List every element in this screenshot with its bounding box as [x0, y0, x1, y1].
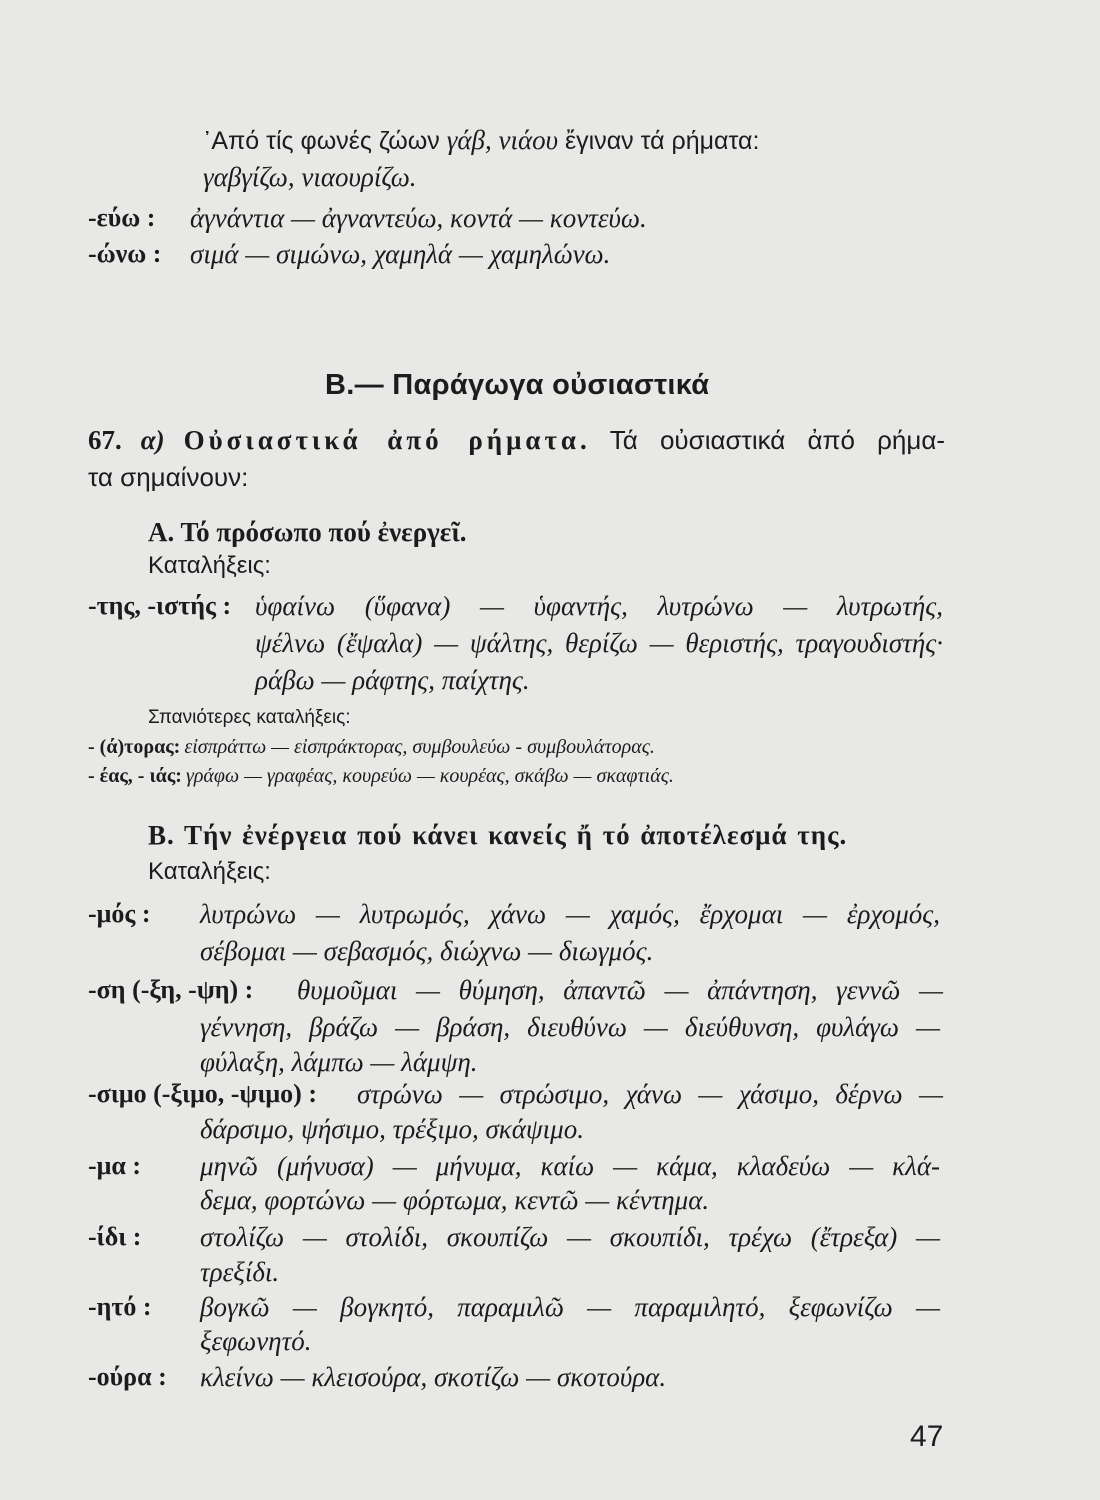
suffix-idi-line-1: στολίζω — στολίδι, σκουπίζω — σκουπίδι, τρέχω (ἔτρεξα) —	[200, 1222, 940, 1252]
suffix-label-tis: -της, -ιστής :	[88, 591, 232, 620]
intro-line-1	[203, 122, 759, 158]
section-heading: Β.— Παράγωγα οὐσιαστικά	[325, 369, 710, 401]
rare-entry-atoras	[88, 733, 655, 761]
suffix-label-si: -ση (-ξη, -ψη) :	[88, 975, 254, 1004]
paragraph-label: α)	[140, 425, 165, 455]
suffix-tis-line-3: ράβω — ράφτης, παίχτης.	[255, 665, 530, 695]
suffix-ito-line-2: ξεφωνητό.	[200, 1326, 312, 1356]
suffix-oura-line-1: κλείνω — κλεισούρα, σκοτίζω — σκοτούρα.	[200, 1362, 667, 1392]
paragraph-67-line-2: τα σημαίνουν:	[88, 462, 249, 492]
paragraph-text-start: Τά οὐσιαστικά ἀπό ρήμα-	[609, 425, 946, 455]
rare-suffix-atoras: - (ά)τορας:	[88, 736, 181, 758]
suffix-ma-line-2: δεμα, φορτώνω — φόρτωμα, κεντῶ — κέντημα.	[200, 1185, 710, 1215]
rare-endings-label: Σπανιότερες καταλήξεις:	[148, 707, 351, 728]
suffix-tis-line-2: ψέλνω (ἔψαλα) — ψάλτης, θερίζω — θεριστής, τραγουδιστής·	[255, 628, 943, 658]
suffix-label-oura: -ούρα :	[88, 1362, 167, 1391]
suffix-label-eyo: -εύω :	[88, 203, 156, 232]
suffix-label-ito: -ητό :	[88, 1292, 152, 1321]
suffix-si-line-3: φύλαξη, λάμπω — λάμψη.	[200, 1047, 478, 1077]
suffix-tis-line-1: ὑφαίνω (ὕφανα) — ὑφαντής, λυτρώνω — λυτρωτής,	[255, 591, 943, 621]
suffix-examples-eyo: ἀγνάντια — ἀγναντεύω, κοντά — κοντεύω.	[190, 203, 647, 233]
group-b-title: Β. Τήν ἐνέργεια πού κάνει κανείς ἤ τό ἀποτέλεσμά της.	[148, 820, 848, 850]
suffix-label-mos: -μός :	[88, 899, 151, 928]
suffix-examples-ono: σιμά — σιμώνω, χαμηλά — χαμηλώνω.	[190, 239, 611, 269]
group-b-endings-label: Καταλήξεις:	[148, 858, 271, 885]
suffix-label-simo: -σιμο (-ξιμο, -ψιμο) :	[88, 1079, 317, 1108]
suffix-simo-line-2: δάρσιμο, ψήσιμο, τρέξιμο, σκάψιμο.	[200, 1114, 584, 1144]
rare-entry-eas	[88, 762, 674, 790]
group-a-endings-label: Καταλήξεις:	[148, 552, 271, 579]
suffix-si-line-2: γέννηση, βράζω — βράση, διευθύνω — διεύθυνση, φυλάγω —	[200, 1012, 940, 1042]
intro-text-end: ἔγιναν τά ρήματα:	[565, 127, 760, 155]
suffix-label-ono: -ώνω :	[88, 239, 162, 268]
page-number: 47	[910, 1420, 944, 1453]
suffix-mos-line-1: λυτρώνω — λυτρωμός, χάνω — χαμός, ἔρχομαι — ἐρχομός,	[200, 899, 940, 929]
suffix-ma-line-1: μηνῶ (μήνυσα) — μήνυμα, καίω — κάμα, κλαδεύω — κλά-	[200, 1151, 940, 1181]
suffix-ito-line-1: βογκῶ — βογκητό, παραμιλῶ — παραμιλητό, ξεφωνίζω —	[200, 1292, 940, 1322]
rare-examples-eas: γράφω — γραφέας, κουρεύω — κουρέας, σκάβω — σκαφτιάς.	[185, 765, 674, 787]
paragraph-title: Οὐσιαστικά ἀπό ρήματα.	[183, 425, 591, 455]
group-a-title: Α. Τό πρόσωπο πού ἐνεργεῖ.	[148, 517, 467, 547]
rare-examples-atoras: εἰσπράττω — εἰσπράκτορας, συμβουλεύω - συμβουλάτορας.	[184, 736, 655, 758]
intro-animal-sounds: γάβ, νιάου	[446, 125, 559, 155]
suffix-simo-line-1: στρώνω — στρώσιμο, χάνω — χάσιμο, δέρνω —	[357, 1079, 943, 1109]
intro-text-start: ᾿Από τίς φωνές ζώων	[203, 127, 440, 155]
paragraph-number: 67.	[88, 425, 122, 455]
suffix-idi-line-2: τρεξίδι.	[200, 1257, 280, 1287]
suffix-label-idi: -ίδι :	[88, 1222, 142, 1251]
rare-suffix-eas: - έας, - ιάς:	[88, 765, 182, 787]
suffix-mos-line-2: σέβομαι — σεβασμός, διώχνω — διωγμός.	[200, 936, 654, 966]
suffix-si-line-1: θυμοῦμαι — θύμηση, ἀπαντῶ — ἀπάντηση, γεννῶ —	[297, 975, 943, 1005]
paragraph-67-line-1	[88, 422, 945, 458]
intro-line-2: γαβγίζω, νιαουρίζω.	[203, 162, 417, 192]
suffix-label-ma: -μα :	[88, 1151, 142, 1180]
